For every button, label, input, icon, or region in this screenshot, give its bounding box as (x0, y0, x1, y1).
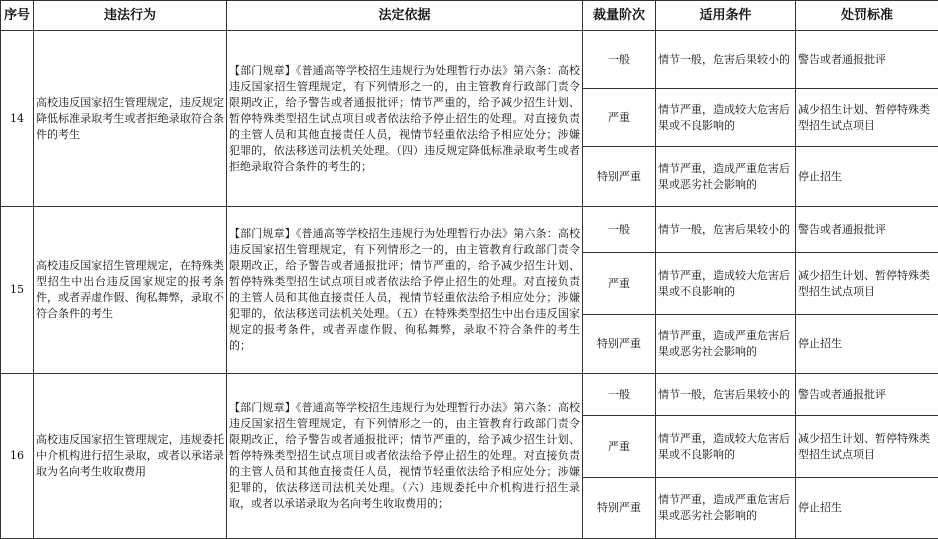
penalty-cell: 停止招生 (796, 478, 938, 539)
condition-cell: 情节严重，造成较大危害后果或不良影响的 (656, 416, 796, 478)
header-penalty: 处罚标准 (796, 1, 938, 31)
penalty-cell: 停止招生 (796, 147, 938, 207)
condition-cell: 情节严重，造成严重危害后果或恶劣社会影响的 (656, 478, 796, 539)
row-number: 16 (1, 374, 34, 539)
penalty-cell: 警告或者通报批评 (796, 207, 938, 253)
condition-cell: 情节严重，造成较大危害后果或不良影响的 (656, 253, 796, 315)
level-cell: 一般 (583, 207, 656, 253)
penalty-cell: 减少招生计划、暂停特殊类型招生试点项目 (796, 253, 938, 315)
legal-basis-cell: 【部门规章】《普通高等学校招生违规行为处理暂行办法》第六条：高校违反国家招生管理规定，有下列情形之一的，由主管教育行政部门责令限期改正，给予警告或者通报批评；情节严重的，给予减少招生计划、暂停特殊类型招生试点项目或者依法给予停止招生的处理。对直接负责的主管人员和其他直接责任人员，视情节轻重依法给予相应处分；涉嫌犯罪的，依法移送司法机关处理。（六）违规委托中介机构进行招生录取，或者以承诺录取为名向考生收取费用的； (227, 374, 583, 539)
level-cell: 特别严重 (583, 147, 656, 207)
penalty-cell: 减少招生计划、暂停特殊类型招生试点项目 (796, 416, 938, 478)
header-row (1, 1, 938, 31)
table-row (1, 374, 938, 416)
level-cell: 特别严重 (583, 315, 656, 374)
condition-cell: 情节一般，危害后果较小的 (656, 31, 796, 89)
level-cell: 一般 (583, 31, 656, 89)
condition-cell: 情节一般，危害后果较小的 (656, 207, 796, 253)
level-cell: 严重 (583, 89, 656, 147)
legal-basis-cell: 【部门规章】《普通高等学校招生违规行为处理暂行办法》第六条：高校违反国家招生管理规定，有下列情形之一的，由主管教育行政部门责令限期改正，给予警告或者通报批评；情节严重的，给予减少招生计划、暂停特殊类型招生试点项目或者依法给予停止招生的处理。对直接负责的主管人员和其他直接责任人员，视情节轻重依法给予相应处分；涉嫌犯罪的，依法移送司法机关处理。（四）违反规定降低标准录取考生或者拒绝录取符合条件的考生的； (227, 31, 583, 207)
header-condition: 适用条件 (656, 1, 796, 31)
level-cell: 一般 (583, 374, 656, 416)
violation-cell: 高校违反国家招生管理规定，在特殊类型招生中出台违反国家规定的报考条件，或者弄虚作假、徇私舞弊，录取不符合条件的考生 (34, 207, 227, 374)
condition-cell: 情节严重，造成严重危害后果或恶劣社会影响的 (656, 315, 796, 374)
level-cell: 特别严重 (583, 478, 656, 539)
table-row (1, 207, 938, 253)
legal-basis-cell: 【部门规章】《普通高等学校招生违规行为处理暂行办法》第六条：高校违反国家招生管理规定，有下列情形之一的，由主管教育行政部门责令限期改正，给予警告或者通报批评；情节严重的，给予减少招生计划、暂停特殊类型招生试点项目或者依法给予停止招生的处理。对直接负责的主管人员和其他直接责任人员，视情节轻重依法给予相应处分；涉嫌犯罪的，依法移送司法机关处理。（五）在特殊类型招生中出台违反国家规定的报考条件，或者弄虚作假、徇私舞弊，录取不符合条件的考生的； (227, 207, 583, 374)
penalty-cell: 减少招生计划、暂停特殊类型招生试点项目 (796, 89, 938, 147)
header-no: 序号 (1, 1, 34, 31)
header-level: 裁量阶次 (583, 1, 656, 31)
row-number: 15 (1, 207, 34, 374)
penalty-cell: 警告或者通报批评 (796, 374, 938, 416)
condition-cell: 情节一般，危害后果较小的 (656, 374, 796, 416)
penalty-cell: 停止招生 (796, 315, 938, 374)
header-act: 违法行为 (34, 1, 227, 31)
condition-cell: 情节严重，造成严重危害后果或恶劣社会影响的 (656, 147, 796, 207)
condition-cell: 情节严重，造成较大危害后果或不良影响的 (656, 89, 796, 147)
level-cell: 严重 (583, 416, 656, 478)
violation-cell: 高校违反国家招生管理规定，违规委托中介机构进行招生录取，或者以承诺录取为名向考生收取费用 (34, 374, 227, 539)
table-row (1, 31, 938, 89)
penalty-cell: 警告或者通报批评 (796, 31, 938, 89)
level-cell: 严重 (583, 253, 656, 315)
row-number: 14 (1, 31, 34, 207)
header-basis: 法定依据 (227, 1, 583, 31)
violation-cell: 高校违反国家招生管理规定，违反规定降低标准录取考生或者拒绝录取符合条件的考生 (34, 31, 227, 207)
